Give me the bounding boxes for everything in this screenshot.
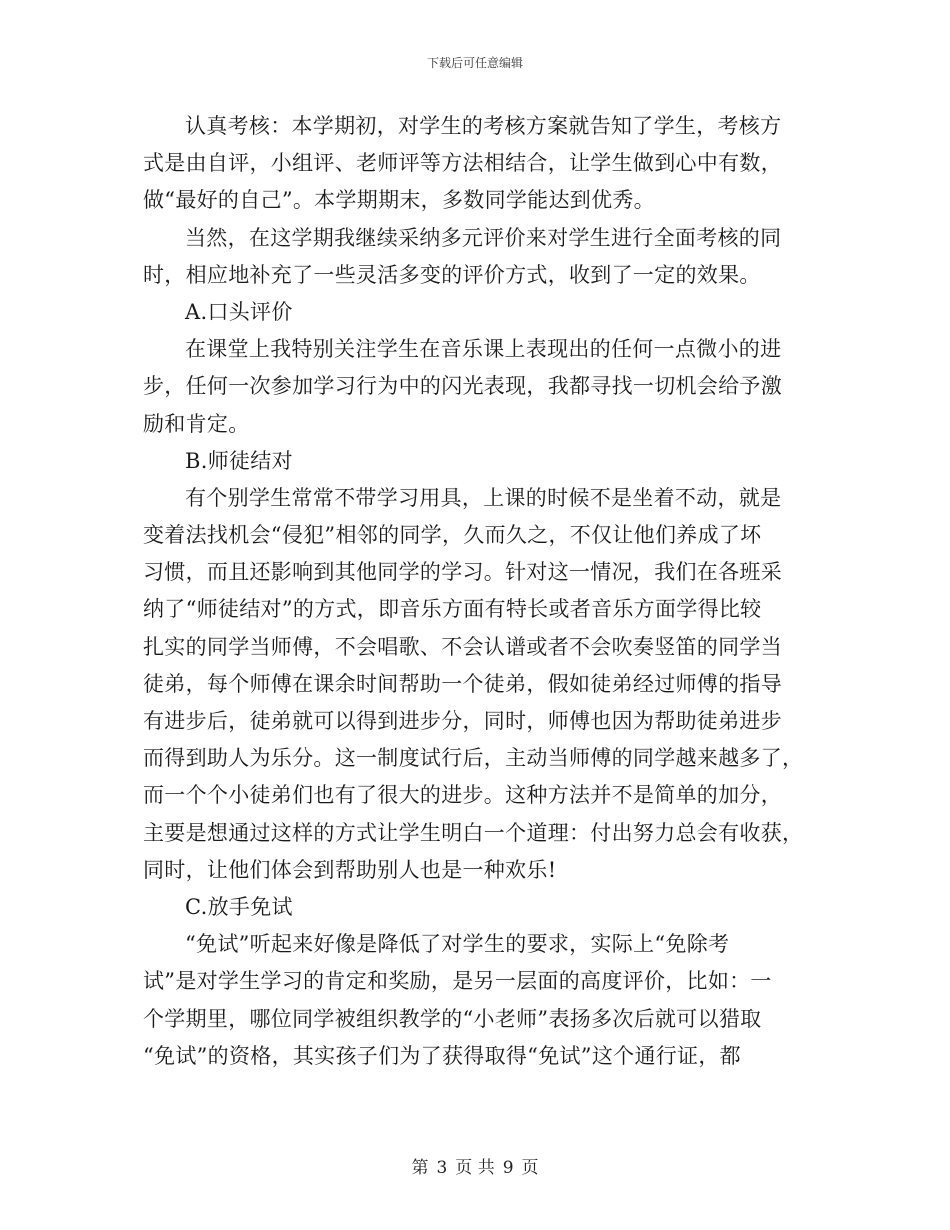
total-pages-number: 9 (502, 1158, 514, 1178)
text-line: 试”是对学生学习的肯定和奖励，是另一层面的高度评价，比如：一 (143, 969, 772, 994)
text-line: A.口头评价 (185, 299, 293, 324)
text-line: 有进步后，徒弟就可以得到进步分，同时，师傅也因为帮助徒弟进步 (143, 709, 782, 733)
document-body (143, 108, 808, 1075)
text-line: C.放手免试 (185, 894, 293, 919)
text-line: 个学期里，哪位同学被组织教学的“小老师”表扬多次后就可以猎取 (143, 1006, 762, 1031)
text-line: 变着法找机会“侵犯”相邻的同学，久而久之，不仅让他们养成了坏 (143, 523, 762, 548)
text-line: 认真考核：本学期初，对学生的考核方案就告知了学生，考核方 (185, 114, 782, 138)
text-line: 在课堂上我特别关注学生在音乐课上表现出的任何一点微小的进 (185, 337, 782, 362)
text-line: 式是由自评，小组评、老师评等方法相结合，让学生做到心中有数， (143, 151, 782, 176)
page-header: 下载后可任意编辑 (426, 56, 523, 70)
text-line: 而一个个小徒弟们也有了很大的进步。这种方法并不是简单的加分， (143, 783, 782, 808)
text-line: 当然，在这学期我继续采纳多元评价来对学生进行全面考核的同 (185, 225, 782, 250)
text-line: 励和肯定。 (143, 411, 250, 436)
text-line: 做“最好的自己”。本学期期末，多数同学能达到优秀。 (143, 188, 655, 213)
footer-suffix: 页 (521, 1158, 539, 1178)
text-line: “免试”听起来好像是降低了对学生的要求，实际上“免除考 (185, 932, 730, 957)
page-footer (0, 1153, 950, 1178)
text-line: 时，相应地补充了一些灵活多变的评价方式，收到了一定的效果。 (143, 262, 761, 287)
footer-prefix: 第 (411, 1158, 429, 1178)
text-line: 习惯，而且还影响到其他同学的学习。针对这一情况，我们在各班采 (143, 560, 782, 585)
current-page-number: 3 (436, 1158, 448, 1178)
text-line: “免试”的资格，其实孩子们为了获得取得“免试”这个通行证，都 (143, 1043, 741, 1068)
text-line: B.师徒结对 (185, 448, 293, 473)
text-line: 徒弟，每个师傅在课余时间帮助一个徒弟，假如徒弟经过师傅的指导 (143, 671, 782, 696)
footer-middle: 页 共 (455, 1158, 495, 1178)
text-line: 有个别学生常常不带学习用具，上课的时候不是坐着不动，就是 (185, 485, 782, 510)
text-line: 扎实的同学当师傅，不会唱歌、不会认谱或者不会吹奏竖笛的同学当 (143, 634, 782, 659)
text-line: 主要是想通过这样的方式让学生明白一个道理：付出努力总会有收获， (143, 820, 804, 845)
text-line: 同时，让他们体会到帮助别人也是一种欢乐! (143, 857, 557, 882)
text-line: 步，任何一次参加学习行为中的闪光表现，我都寻找一切机会给予激 (143, 374, 782, 399)
text-line: 纳了“师徒结对”的方式，即音乐方面有特长或者音乐方面学得比较 (143, 597, 762, 622)
text-line: 而得到助人为乐分。这一制度试行后，主动当师傅的同学越来越多了， (143, 746, 804, 771)
